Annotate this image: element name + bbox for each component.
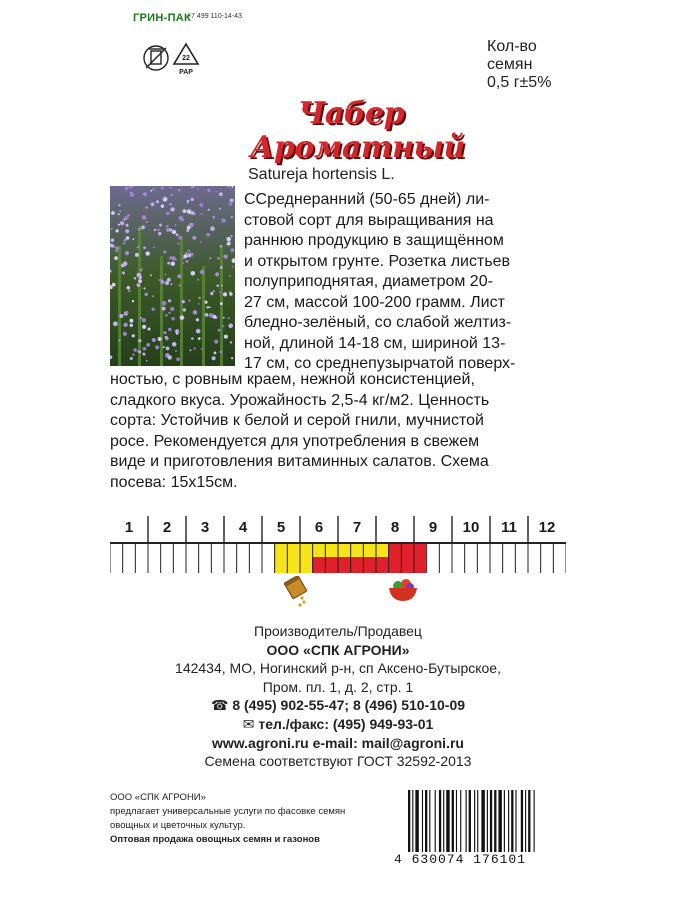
sowing-band xyxy=(274,543,312,573)
description-line: сорта: Устойчив к белой и серой гнили, мучнистой xyxy=(110,412,484,429)
description-line: стовой сорт для выращивания на xyxy=(244,211,494,229)
month-label: 10 xyxy=(462,519,480,536)
producer-address-1: 142434, МО, Ногинский р-н, сп Аксено-Бутырское, xyxy=(175,660,501,677)
footer-line: овощных и цветочных культур. xyxy=(110,820,246,831)
month-label: 11 xyxy=(501,519,517,536)
brand-logo: ГРИН-ПАК xyxy=(133,12,192,24)
no-litter-icon xyxy=(144,46,168,70)
description-line: росе. Рекомендуется для употребления в свежем xyxy=(110,432,480,450)
harvest-band xyxy=(388,543,426,573)
description-line: раннюю продукцию в защищённом xyxy=(244,232,504,249)
plant-photo xyxy=(110,186,235,366)
footer-note xyxy=(110,791,410,847)
month-label: 8 xyxy=(390,519,400,536)
seed-quantity xyxy=(487,38,551,92)
month-label: 4 xyxy=(238,519,248,536)
month-label: 6 xyxy=(314,519,324,536)
month-label: 12 xyxy=(538,519,556,536)
month-label: 3 xyxy=(200,519,210,536)
description-right xyxy=(244,190,562,375)
barcode-number: 4 630074 176101 xyxy=(394,852,527,867)
description-line: ССреднеранний (50-65 дней) ли- xyxy=(244,191,490,208)
barcode xyxy=(406,790,556,852)
seed-packet-icon xyxy=(282,576,310,608)
quantity-label-1: Кол-во xyxy=(487,38,537,55)
producer-label: Производитель/Продавец xyxy=(254,623,422,639)
producer-info xyxy=(110,622,566,771)
producer-address-2: Пром. пл. 1, д. 2, стр. 1 xyxy=(262,678,414,695)
description-line: и открытом грунте. Розетка листьев xyxy=(244,252,511,270)
sowing-band xyxy=(312,543,388,557)
product-title-line1: Чабер xyxy=(298,96,405,131)
month-label: 2 xyxy=(162,519,172,536)
description-line: ной, длиной 14-18 см, шириной 13- xyxy=(244,334,506,352)
description-line: 17 см, со среднепузырчатой поверх- xyxy=(244,355,516,372)
producer-phones: ☎ 8 (495) 902-55-47; 8 (496) 510-10-09 xyxy=(210,697,466,714)
package-symbols xyxy=(140,40,210,80)
month-label: 7 xyxy=(352,519,362,536)
producer-company: ООО «СПК АГРОНИ» xyxy=(266,641,410,658)
quantity-label-2: семян xyxy=(487,56,533,73)
month-label: 9 xyxy=(428,519,438,536)
producer-fax: ✉ тел./факс: (495) 949-93-01 xyxy=(242,715,434,732)
description-line: ностью, с ровным краем, нежной консистенцией, xyxy=(110,371,475,388)
description-line: бледно-зелёный, со слабой желтиз- xyxy=(244,314,512,331)
description-line: 27 см, массой 100-200 грамм. Лист xyxy=(244,293,505,311)
latin-name: Satureja hortensis L. xyxy=(248,166,395,183)
product-title-line2: Ароматный xyxy=(250,130,465,165)
harvest-band xyxy=(312,557,388,573)
footer-company: ООО «СПК АГРОНИ» xyxy=(110,792,206,803)
footer-wholesale: Оптовая продажа овощных семян и газонов xyxy=(110,834,320,845)
month-labels xyxy=(110,519,566,541)
month-label: 5 xyxy=(276,519,286,536)
brand-phone: +7 499 110-14-43 xyxy=(187,13,242,20)
salad-bowl-icon xyxy=(386,577,420,603)
producer-web: www.agroni.ru e-mail: mail@agroni.ru xyxy=(212,734,464,751)
recycle-material: PAP xyxy=(179,69,193,76)
month-label: 1 xyxy=(124,519,134,536)
description-full xyxy=(110,370,562,493)
gost-note: Семена соответствуют ГОСТ 32592-2013 xyxy=(204,753,472,770)
recycle-code: 22 xyxy=(182,55,190,62)
description-line: полуприподнятая, диаметром 20- xyxy=(244,273,493,290)
footer-line: предлагает универсальные услуги по фасовке семян xyxy=(110,806,346,817)
description-line: сладкого вкуса. Урожайность 2,5-4 кг/м2. Ценность xyxy=(110,391,490,409)
description-line: посева: 15х15см. xyxy=(110,473,238,491)
description-line: виде и приготовления витаминных салатов. Схема xyxy=(110,453,489,470)
quantity-value: 0,5 г±5% xyxy=(487,74,552,91)
